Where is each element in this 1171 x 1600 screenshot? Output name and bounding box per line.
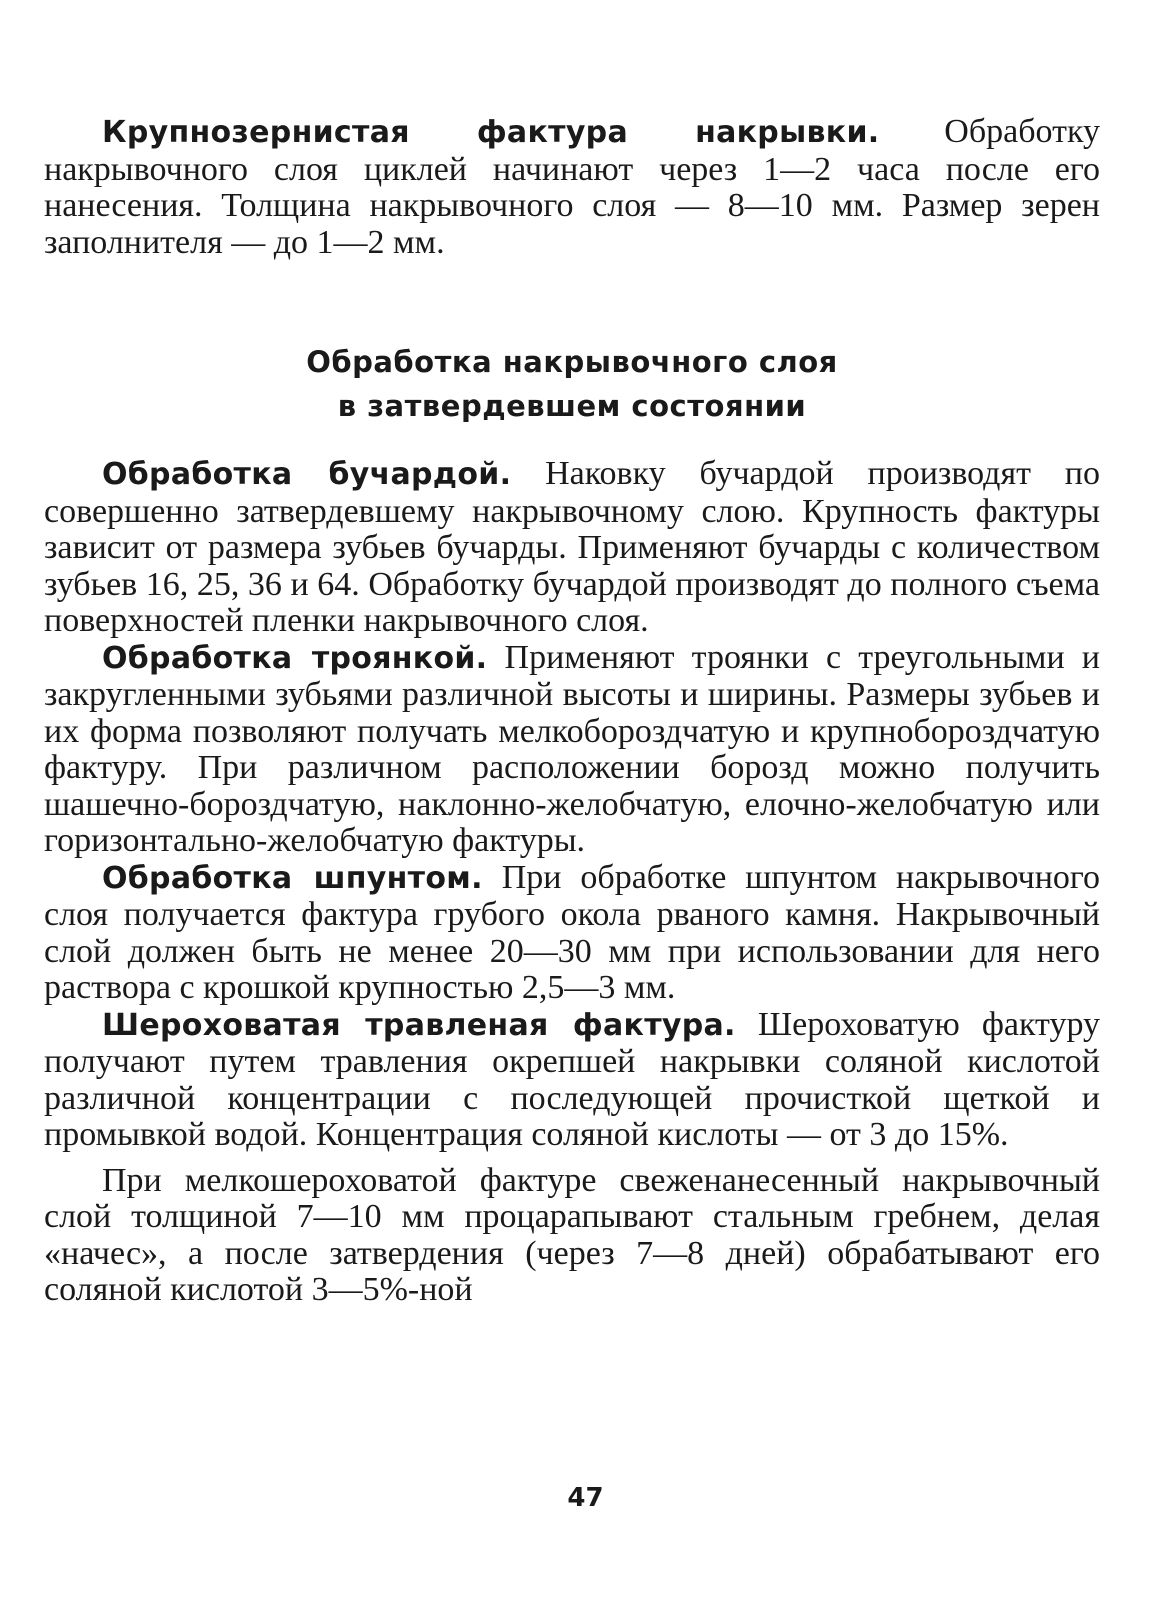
paragraph-body: Обработку накрывочного слоя циклей начинают через 1—2 часа после его нанесения. Толщина накрывочного слоя — 8—10 мм. Размер зерен заполнителя — до 1—2 мм. [44, 113, 1100, 261]
paragraph-lead-bold: Обработка шпунтом. [102, 860, 483, 896]
paragraph-body: Шероховатую фактуру получают путем травления окрепшей накрывки соляной кислотой различной концентрации с последующей прочисткой щеткой и промывкой водой. Концентрация соляной кислоты — от 3 до 15%. [44, 1005, 1100, 1153]
section-heading [44, 340, 1100, 428]
paragraph-lead-bold: Шероховатая травленая фактура. [102, 1007, 736, 1043]
paragraph-fine-rough-texture [44, 1163, 1100, 1309]
paragraph-troyanka [44, 640, 1100, 860]
paragraph-lead-bold: Крупнозернистая фактура накрывки. [102, 115, 880, 150]
paragraph-body: При мелкошероховатой фактуре свеженанесенный накрывочный слой толщиной 7—10 мм процарапывают стальным гребнем, делая «начес», а после затвердения (через 7—8 дней) обрабатывают его соляной кислотой 3—5%-ной [44, 1161, 1100, 1308]
text-block-top [44, 114, 1100, 261]
page-number: 47 [567, 1483, 604, 1513]
heading-line-1: Обработка накрывочного слоя [306, 345, 838, 379]
paragraph-lead-bold: Обработка троянкой. [102, 640, 488, 676]
text-block-main [44, 456, 1100, 1309]
paragraph-body: Применяют троянки с треугольными и закругленными зубьями различной высоты и ширины. Размеры зубьев и их форма позволяют получать мелкобороздчатую и крупнобороздчатую фактуру. При различном расположении борозд можно получить шашечно-бороздчатую, наклонно-желобчатую, елочно-желобчатую или горизонтально-желобчатую фактуры. [44, 638, 1100, 859]
paragraph-coarse-grain-texture [44, 114, 1100, 261]
paragraph-bush-hammer [44, 456, 1100, 640]
paragraph-lead-bold: Обработка бучардой. [102, 457, 512, 492]
paragraph-etched-texture [44, 1007, 1100, 1154]
paragraph-shpunt [44, 860, 1100, 1007]
paragraph-body: Наковку бучардой производят по совершенно затвердевшему накрывочному слою. Крупность фактуры зависит от размера зубьев бучарды. Применяют бучарды с количеством зубьев 16, 25, 36 и 64. Обработку бучардой производят до полного съема поверхностей пленки накрывочного слоя. [44, 455, 1100, 639]
paragraph-body: При обработке шпунтом накрывочного слоя получается фактура грубого окола рваного камня. Накрывочный слой должен быть не менее 20—30 мм при использовании для него раствора с крошкой крупностью 2,5—3 мм. [44, 858, 1100, 1006]
heading-line-2: в затвердевшем состоянии [337, 389, 807, 423]
